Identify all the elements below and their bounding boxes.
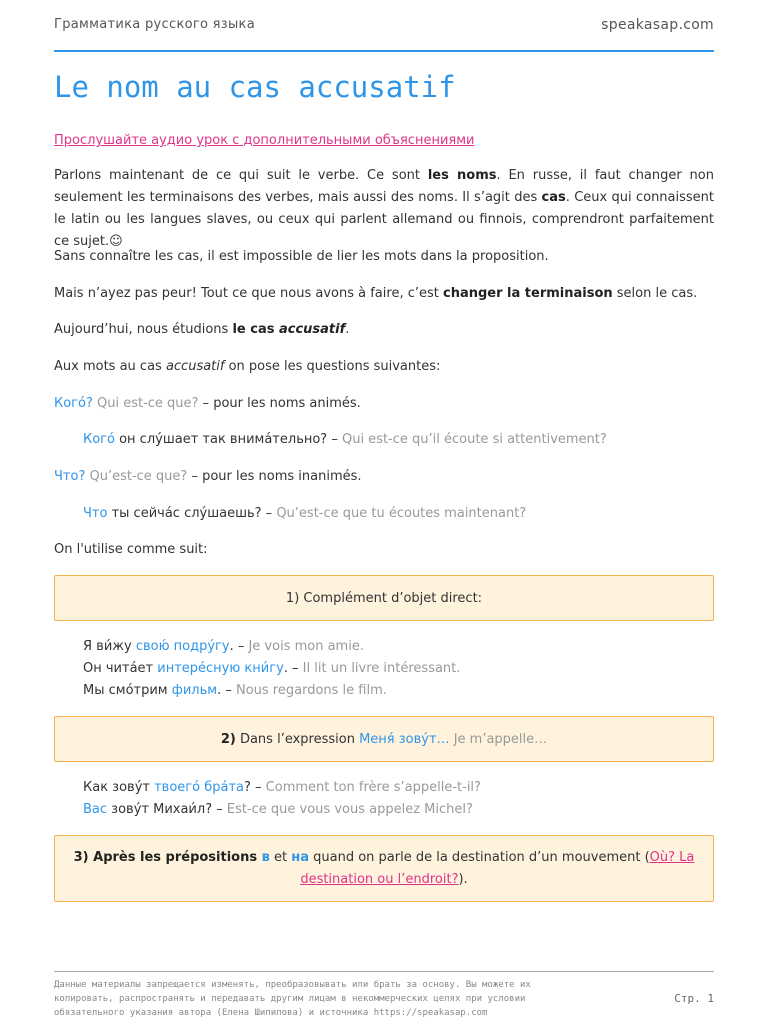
intro-paragraph: Parlons maintenant de ce qui suit le verbe. Ce sont les noms. En russe, il faut changer non seulement les terminaisons des verbes, mais aussi des noms. Il s’agit des cas. Ceux qui connaissent le latin ou les langues slaves, ou ceux qui parlent allemand ou finnois, comprendront parfaitement ce sujet.☺ (54, 168, 715, 249)
example-name-1: Как зову́т твоего́ бра́та? – Comment ton frère s’appelle-t-il? (83, 780, 481, 795)
paragraph-today: Aujourd’hui, nous étudions le cas accusatif. (54, 322, 350, 337)
example-line-3: Мы смо́трим фильм. – Nous regardons le film. (83, 683, 387, 698)
example-line-1: Я ви́жу свою́ подру́гу. – Je vois mon amie. (83, 639, 364, 654)
example-name-2: Вас зову́т Михаи́л? – Est-ce que vous vous appelez Michel? (83, 802, 473, 817)
destination-link[interactable]: destination ou l’endroit? (300, 872, 459, 887)
paragraph-usage: On l'utilise comme suit: (54, 542, 208, 557)
page-header (54, 16, 714, 52)
audio-lesson-paragraph (54, 130, 714, 152)
page-number: Стр. 1 (674, 992, 714, 1005)
question-chto: Что? Qu’est-ce que? – pour les noms inanimés. (54, 469, 362, 484)
rule-box-direct-object: 1) Complément d’objet direct: (54, 575, 714, 621)
rule-box-expression: 2) Dans l’expression Меня́ зову́т… Je m’appelle… (54, 716, 714, 762)
audio-lesson-link[interactable]: Прослушайте аудио урок с дополнительными объяснениями (54, 133, 475, 148)
page-footer (54, 971, 714, 1018)
copyright-notice: Данные материалы запрещается изменять, преобразовывать или брать за основу. Вы можете их копировать, распространять и передавать другим лицам в некоммерческих целях при условии обязательного указания автора (Елена Шипилова) и источника https://speakasap.com (54, 980, 531, 1018)
term-noms: les noms (427, 168, 497, 183)
rule-box-prepositions: 3) Après les prépositions в et на quand on parle de la destination d’un mouvement (Où? La destination ou l’endroit?). (54, 835, 714, 902)
header-site[interactable]: speakasap.com (601, 17, 714, 33)
header-title: Грамматика русского языка (54, 17, 255, 32)
example-chto: Что ты сейча́с слу́шаешь? – Qu’est-ce que tu écoutes maintenant? (83, 506, 527, 521)
paragraph-questions: Aux mots au cas accusatif on pose les questions suivantes: (54, 359, 441, 374)
page-title: Le nom au cas accusatif (54, 70, 456, 104)
where-link[interactable]: Où? La (649, 850, 695, 865)
question-kogo: Кого́? Qui est-ce que? – pour les noms animés. (54, 396, 361, 411)
example-kogo: Кого́ он слу́шает так внима́тельно? – Qui est-ce qu’il écoute si attentivement? (83, 432, 607, 447)
example-line-2: Он чита́ет интере́сную кни́гу. – Il lit un livre intéressant. (83, 661, 461, 676)
paragraph-cases: Sans connaître les cas, il est impossible de lier les mots dans la proposition. (54, 249, 549, 264)
term-cas: cas (541, 190, 566, 205)
paragraph-ending: Mais n’ayez pas peur! Tout ce que nous avons à faire, c’est changer la terminaison selon le cas. (54, 286, 698, 301)
